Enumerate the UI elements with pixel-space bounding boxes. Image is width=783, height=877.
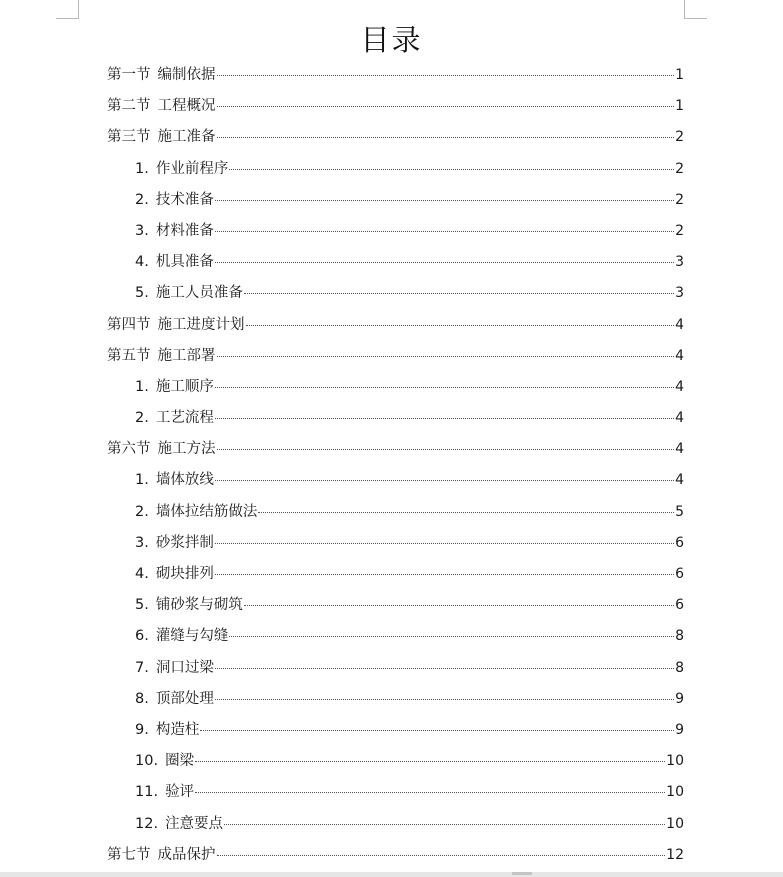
toc-dot-leader: [217, 105, 675, 107]
toc-page-number: 4: [675, 316, 684, 333]
toc-page-number: 5: [675, 503, 684, 520]
toc-page-number: 12: [666, 846, 684, 863]
toc-dot-leader: [215, 667, 674, 669]
toc-dot-leader: [215, 417, 674, 419]
toc-dot-leader: [215, 479, 674, 481]
toc-dot-leader: [229, 635, 674, 637]
toc-dot-leader: [217, 355, 675, 357]
toc-entry-number: 2.: [135, 503, 149, 520]
toc-subsection-entry[interactable]: [107, 154, 684, 185]
toc-entry-number: 第四节: [107, 316, 151, 333]
toc-page-number: 4: [675, 378, 684, 395]
toc-entry-label: [135, 715, 199, 746]
toc-subsection-entry[interactable]: [107, 684, 684, 715]
toc-page-number: 4: [675, 347, 684, 364]
toc-entry-number: 9.: [135, 721, 149, 738]
toc-subsection-entry[interactable]: [107, 465, 684, 496]
toc-subsection-entry[interactable]: [107, 715, 684, 746]
page-bottom-edge: [0, 872, 783, 877]
toc-dot-leader: [195, 760, 665, 762]
toc-entry-text: 施工进度计划: [157, 316, 245, 333]
toc-entry-text: 工艺流程: [155, 410, 214, 427]
toc-entry-label: [107, 60, 216, 91]
toc-entry-text: 材料准备: [155, 222, 214, 239]
toc-section-entry[interactable]: [107, 60, 684, 91]
toc-dot-leader: [200, 729, 674, 731]
toc-page-number: 6: [675, 534, 684, 551]
toc-entry-label: [107, 91, 216, 122]
toc-entry-number: 5.: [135, 285, 149, 302]
toc-entry-label: [135, 154, 228, 185]
toc-dot-leader: [244, 604, 674, 606]
toc-entry-label: [135, 559, 214, 590]
toc-entry-number: 6.: [135, 628, 149, 645]
toc-section-entry[interactable]: [107, 91, 684, 122]
toc-entry-number: 第六节: [107, 441, 151, 458]
toc-page-number: 10: [666, 753, 684, 770]
toc-section-entry[interactable]: [107, 122, 684, 153]
toc-page-number: 10: [666, 815, 684, 832]
toc-entry-label: [107, 840, 216, 871]
toc-section-entry[interactable]: [107, 341, 684, 372]
toc-page-number: 4: [675, 441, 684, 458]
toc-subsection-entry[interactable]: [107, 777, 684, 808]
toc-entry-label: [107, 122, 216, 153]
toc-dot-leader: [215, 230, 674, 232]
toc-entry-label: [135, 777, 194, 808]
toc-entry-number: 1.: [135, 160, 149, 177]
toc-page-number: 8: [675, 659, 684, 676]
toc-page-number: 2: [675, 191, 684, 208]
toc-subsection-entry[interactable]: [107, 559, 684, 590]
toc-entry-number: 1.: [135, 378, 149, 395]
toc-entry-text: 洞口过梁: [155, 659, 214, 676]
toc-entry-number: 第一节: [107, 67, 151, 83]
toc-dot-leader: [224, 823, 665, 825]
toc-dot-leader: [215, 698, 674, 700]
toc-entry-label: [135, 653, 214, 684]
toc-entry-text: 工程概况: [157, 98, 216, 115]
toc-entry-label: [135, 278, 243, 309]
toc-page-number: 8: [675, 628, 684, 645]
toc-entry-text: 圈梁: [165, 753, 195, 770]
toc-dot-leader: [217, 136, 675, 138]
toc-section-entry[interactable]: [107, 434, 684, 465]
toc-dot-leader: [215, 261, 674, 263]
toc-entry-number: 3.: [135, 222, 149, 239]
toc-dot-leader: [217, 448, 675, 450]
toc-page-number: 3: [675, 285, 684, 302]
toc-entry-label: [107, 434, 216, 465]
toc-entry-number: 1.: [135, 472, 149, 489]
toc-entry-number: 4.: [135, 566, 149, 582]
toc-page-number: 2: [675, 129, 684, 146]
toc-entry-number: 8.: [135, 690, 149, 707]
toc-entry-label: [135, 528, 214, 559]
toc-entry-text: 验评: [165, 784, 195, 801]
toc-entry-label: [135, 590, 243, 621]
toc-entry-text: 施工部署: [157, 347, 216, 364]
toc-section-entry[interactable]: [107, 840, 684, 871]
toc-entry-text: 编制依据: [157, 67, 216, 83]
toc-entry-label: [135, 465, 214, 496]
toc-entry-label: [135, 497, 257, 528]
toc-entry-number: 第五节: [107, 347, 151, 364]
toc-subsection-entry[interactable]: [107, 809, 684, 840]
toc-page-number: 4: [675, 410, 684, 427]
toc-dot-leader: [195, 791, 665, 793]
toc-page-number: 1: [675, 98, 684, 115]
toc-entry-number: 3.: [135, 534, 149, 551]
toc-entry-number: 2.: [135, 191, 149, 208]
toc-entry-text: 施工人员准备: [155, 285, 243, 302]
toc-subsection-entry[interactable]: [107, 653, 684, 684]
toc-dot-leader: [215, 542, 674, 544]
toc-entry-text: 施工顺序: [155, 378, 214, 395]
toc-entry-label: [107, 341, 216, 372]
toc-entry-label: [135, 809, 223, 840]
toc-entry-text: 施工准备: [157, 129, 216, 146]
toc-entry-label: [135, 621, 228, 652]
toc-subsection-entry[interactable]: [107, 403, 684, 434]
toc-entry-number: 第七节: [107, 846, 151, 863]
toc-entry-text: 灌缝与勾缝: [155, 628, 229, 645]
top-left-crop-mark: [56, 0, 79, 19]
toc-entry-label: [135, 216, 214, 247]
toc-entry-text: 机具准备: [155, 254, 214, 271]
toc-dot-leader: [217, 854, 666, 856]
toc-entry-text: 构造柱: [155, 721, 200, 738]
toc-subsection-entry[interactable]: [107, 278, 684, 309]
top-right-crop-mark: [684, 0, 707, 19]
toc-page-number: 2: [675, 222, 684, 239]
toc-dot-leader: [244, 292, 674, 294]
toc-section-entry[interactable]: [107, 310, 684, 341]
toc-entry-text: 铺砂浆与砌筑: [155, 597, 243, 614]
toc-page-number: 4: [675, 472, 684, 489]
toc-entry-number: 2.: [135, 410, 149, 427]
toc-dot-leader: [246, 324, 675, 326]
scroll-indicator: [512, 872, 532, 875]
toc-page-number: 2: [675, 160, 684, 177]
toc-subsection-entry[interactable]: [107, 497, 684, 528]
toc-page-number: 6: [675, 597, 684, 614]
toc-subsection-entry[interactable]: [107, 185, 684, 216]
toc-entry-label: [135, 247, 214, 278]
toc-dot-leader: [215, 386, 674, 388]
toc-page-number: 6: [675, 566, 684, 582]
toc-entry-number: 第二节: [107, 98, 151, 115]
toc-entry-label: [135, 185, 214, 216]
toc-entry-number: 12.: [135, 815, 159, 832]
toc-page-number: 1: [675, 67, 684, 83]
toc-subsection-entry[interactable]: [107, 621, 684, 652]
toc-subsection-entry[interactable]: [107, 528, 684, 559]
toc-entry-number: 4.: [135, 254, 149, 271]
toc-page-number: 10: [666, 784, 684, 801]
toc-subsection-entry[interactable]: [107, 216, 684, 247]
toc-entry-text: 墙体拉结筋做法: [155, 503, 258, 520]
toc-entry-text: 顶部处理: [155, 690, 214, 707]
toc-entry-label: [135, 684, 214, 715]
toc-subsection-entry[interactable]: [107, 247, 684, 278]
toc-dot-leader: [215, 199, 674, 201]
toc-entry-number: 7.: [135, 659, 149, 676]
toc-dot-leader: [229, 168, 674, 170]
toc-dot-leader: [217, 74, 675, 76]
toc-entry-number: 10.: [135, 753, 159, 770]
toc-entry-text: 作业前程序: [155, 160, 229, 177]
toc-entry-label: [135, 372, 214, 403]
toc-title: 目录: [360, 23, 423, 57]
toc-entry-label: [135, 746, 194, 777]
toc-entry-text: 施工方法: [157, 441, 216, 458]
toc-entry-text: 成品保护: [157, 846, 216, 863]
toc-entry-label: [107, 310, 245, 341]
toc-subsection-entry[interactable]: [107, 746, 684, 777]
toc-dot-leader: [215, 573, 674, 575]
toc-entry-number: 5.: [135, 597, 149, 614]
toc-entry-label: [135, 403, 214, 434]
toc-entry-text: 砂浆拌制: [155, 534, 214, 551]
toc-dot-leader: [258, 511, 674, 513]
toc-subsection-entry[interactable]: [107, 372, 684, 403]
toc-entry-number: 11.: [135, 784, 159, 801]
toc-entry-number: 第三节: [107, 129, 151, 146]
toc-entry-text: 注意要点: [165, 815, 224, 832]
toc-subsection-entry[interactable]: [107, 590, 684, 621]
toc-entry-text: 墙体放线: [155, 472, 214, 489]
toc-page-number: 9: [675, 721, 684, 738]
toc-entry-text: 砌块排列: [155, 566, 214, 582]
table-of-contents: [107, 60, 684, 871]
toc-page-number: 3: [675, 254, 684, 271]
toc-page-number: 9: [675, 690, 684, 707]
toc-entry-text: 技术准备: [155, 191, 214, 208]
